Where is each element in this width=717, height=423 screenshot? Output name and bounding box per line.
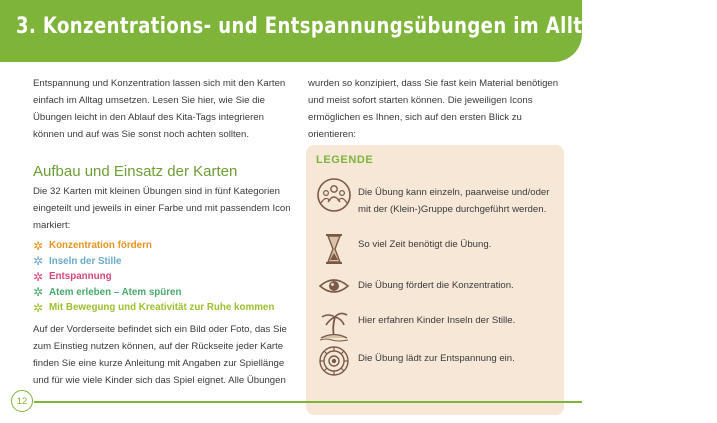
category-item xyxy=(33,238,274,254)
group-icon xyxy=(316,177,352,213)
category-label: Mit Bewegung und Kreativität zur Ruhe kommen xyxy=(49,302,275,314)
asterisk-icon: ✲ xyxy=(33,238,44,253)
intro-paragraph-left: Entspannung und Konzentration lassen sich mit den Karten einfach im Alltag umsetzen. Lesen Sie hier, wie Sie die Übungen leicht in den Ablauf des Kita-Tags integrieren können und auf was Sie sonst noch achten sollten. xyxy=(33,78,286,140)
category-item xyxy=(33,254,274,270)
category-label: Inseln der Stille xyxy=(49,255,122,267)
category-label: Konzentration fördern xyxy=(49,240,152,252)
category-item xyxy=(33,269,274,285)
category-list xyxy=(33,238,274,316)
legend-text: So viel Zeit benötigt die Übung. xyxy=(358,239,492,250)
footer-rule xyxy=(34,401,582,403)
flower-icon xyxy=(316,343,352,379)
legend-text: Hier erfahren Kinder Inseln der Stille. xyxy=(358,315,516,326)
asterisk-icon: ✲ xyxy=(33,254,44,269)
category-item xyxy=(33,300,274,316)
section-paragraph-2: Auf der Vorderseite befindet sich ein Bild oder Foto, das Sie zum Einstieg nutzen können, auf der Rückseite jeder Karte finden Sie eine kurze Anleitung mit Angaben zur Spiellänge und für wie viele Kinder sich das Spiel eignet. Alle Übungen xyxy=(33,324,287,386)
asterisk-icon: ✲ xyxy=(33,269,44,284)
eye-icon xyxy=(316,268,352,304)
section-paragraph: Die 32 Karten mit kleinen Übungen sind in fünf Kategorien eingeteilt und jeweils in einer Farbe und mit passendem Icon markiert: xyxy=(33,186,291,231)
asterisk-icon: ✲ xyxy=(33,285,44,300)
legend-text: Die Übung lädt zur Entspannung ein. xyxy=(358,353,515,364)
hourglass-icon xyxy=(316,231,352,267)
legend-box xyxy=(306,145,564,415)
category-label: Atem erleben – Atem spüren xyxy=(49,286,182,298)
asterisk-icon: ✲ xyxy=(33,300,44,315)
category-item xyxy=(33,285,274,301)
section-heading: Aufbau und Einsatz der Karten xyxy=(33,163,238,180)
legend-text: Die Übung fördert die Konzentration. xyxy=(358,280,514,291)
intro-paragraph-right: wurden so konzipiert, dass Sie fast kein Material benötigen und meist sofort starten können. Die jeweiligen Icons ermöglichen es Ihnen, sich auf den ersten Blick zu orientieren: xyxy=(308,78,559,140)
category-label: Entspannung xyxy=(49,271,112,283)
palm-island-icon xyxy=(316,307,352,343)
legend-title: LEGENDE xyxy=(316,154,374,166)
legend-text: Die Übung kann einzeln, paarweise und/oder mit der (Klein-)Gruppe durchgeführt werden. xyxy=(358,187,550,215)
page-title: 3. Konzentrations- und Entspannungsübungen im Alltag umsetzen xyxy=(16,14,717,39)
page-number: 12 xyxy=(11,390,33,412)
